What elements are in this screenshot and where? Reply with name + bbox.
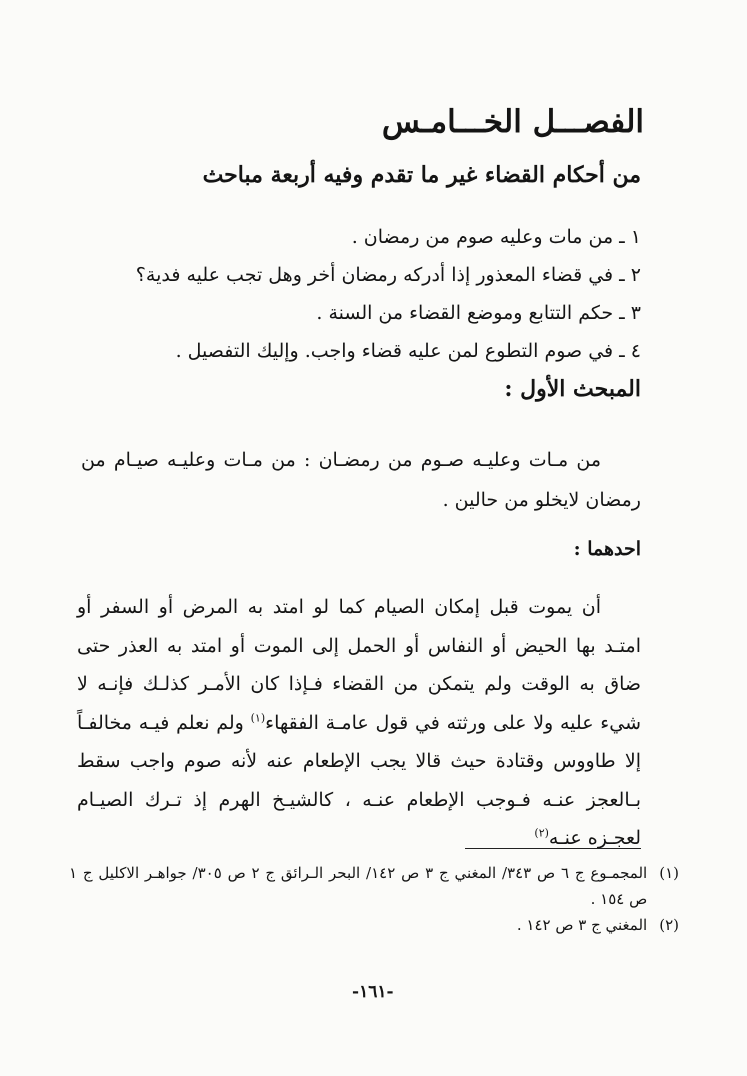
footnote-divider [465, 848, 641, 849]
first-case-heading: احدهما : [573, 538, 641, 560]
topics-list [81, 218, 641, 370]
footnote-number: (٢) [659, 916, 679, 934]
topic-item: ١ ـ من مات وعليه صوم من رمضان . [351, 226, 641, 248]
footnote-text: المغني ج ٣ ص ١٤٢ . [516, 916, 648, 934]
footnote-number: (١) [659, 864, 679, 882]
footnote-item [69, 912, 679, 938]
main-text-part-2: ولم نعلم فيـه مخالفـاً إلا طاووس وقتادة حيث قالا يجب الإطعام عنه لأنه صوم واجب سقط بـالعجز عنـه فـوجب الإطعام عنـه ، كالشيـخ الهرم إذ تـرك الصيـام لعجـزه عنـه [77, 711, 641, 849]
topic-item: ٣ ـ حكم التتابع وموضع القضاء من السنة . [316, 302, 641, 324]
footnotes-list [69, 860, 679, 938]
chapter-subtitle: من أحكام القضاء غير ما تقدم وفيه أربعة مباحث [202, 162, 641, 188]
footnote-item [69, 860, 679, 912]
main-text-part-1: أن يموت قبل إمكان الصيام كما لو امتد به المرض أو السفر أو امتـد بها الحيض أو النفاس أو الحمل إلى الموت أو امتد به العذر حتى ضاق به الوقت ولم يتمكن من القضاء فـإذا كان الأمـر كذلـك فإنـه لا شيء عليه ولا على ورثته في قول عامـة الفقهاء [77, 596, 641, 734]
intro-paragraph: من مـات وعليـه صـوم من رمضـان : من مـات وعليـه صيـام من رمضان لايخلو من حالين . [81, 449, 641, 511]
footnote-text: المجمـوع ج ٦ ص ٣٤٣/ المغني ج ٣ ص ١٤٢/ البحر الـرائق ج ٢ ص ٣٠٥/ جواهـر الاكليل ج ١ ص ١٥٤ . [69, 864, 648, 908]
topic-item: ٢ ـ في قضاء المعذور إذا أدركه رمضان أخر وهل تجب عليه فدية؟ [135, 264, 641, 286]
chapter-title: الفصـــل الخـــامـس [381, 104, 644, 140]
topic-item: ٤ ـ في صوم التطوع لمن عليه قضاء واجب. وإليك التفصيل . [175, 340, 641, 362]
page-number: -١٦١- [352, 982, 394, 1002]
footnote-ref-2[interactable]: (٢) [534, 826, 549, 840]
section-heading: المبحث الأول : [504, 376, 641, 402]
footnote-ref-1[interactable]: (١) [250, 711, 266, 725]
main-paragraph [77, 588, 641, 858]
